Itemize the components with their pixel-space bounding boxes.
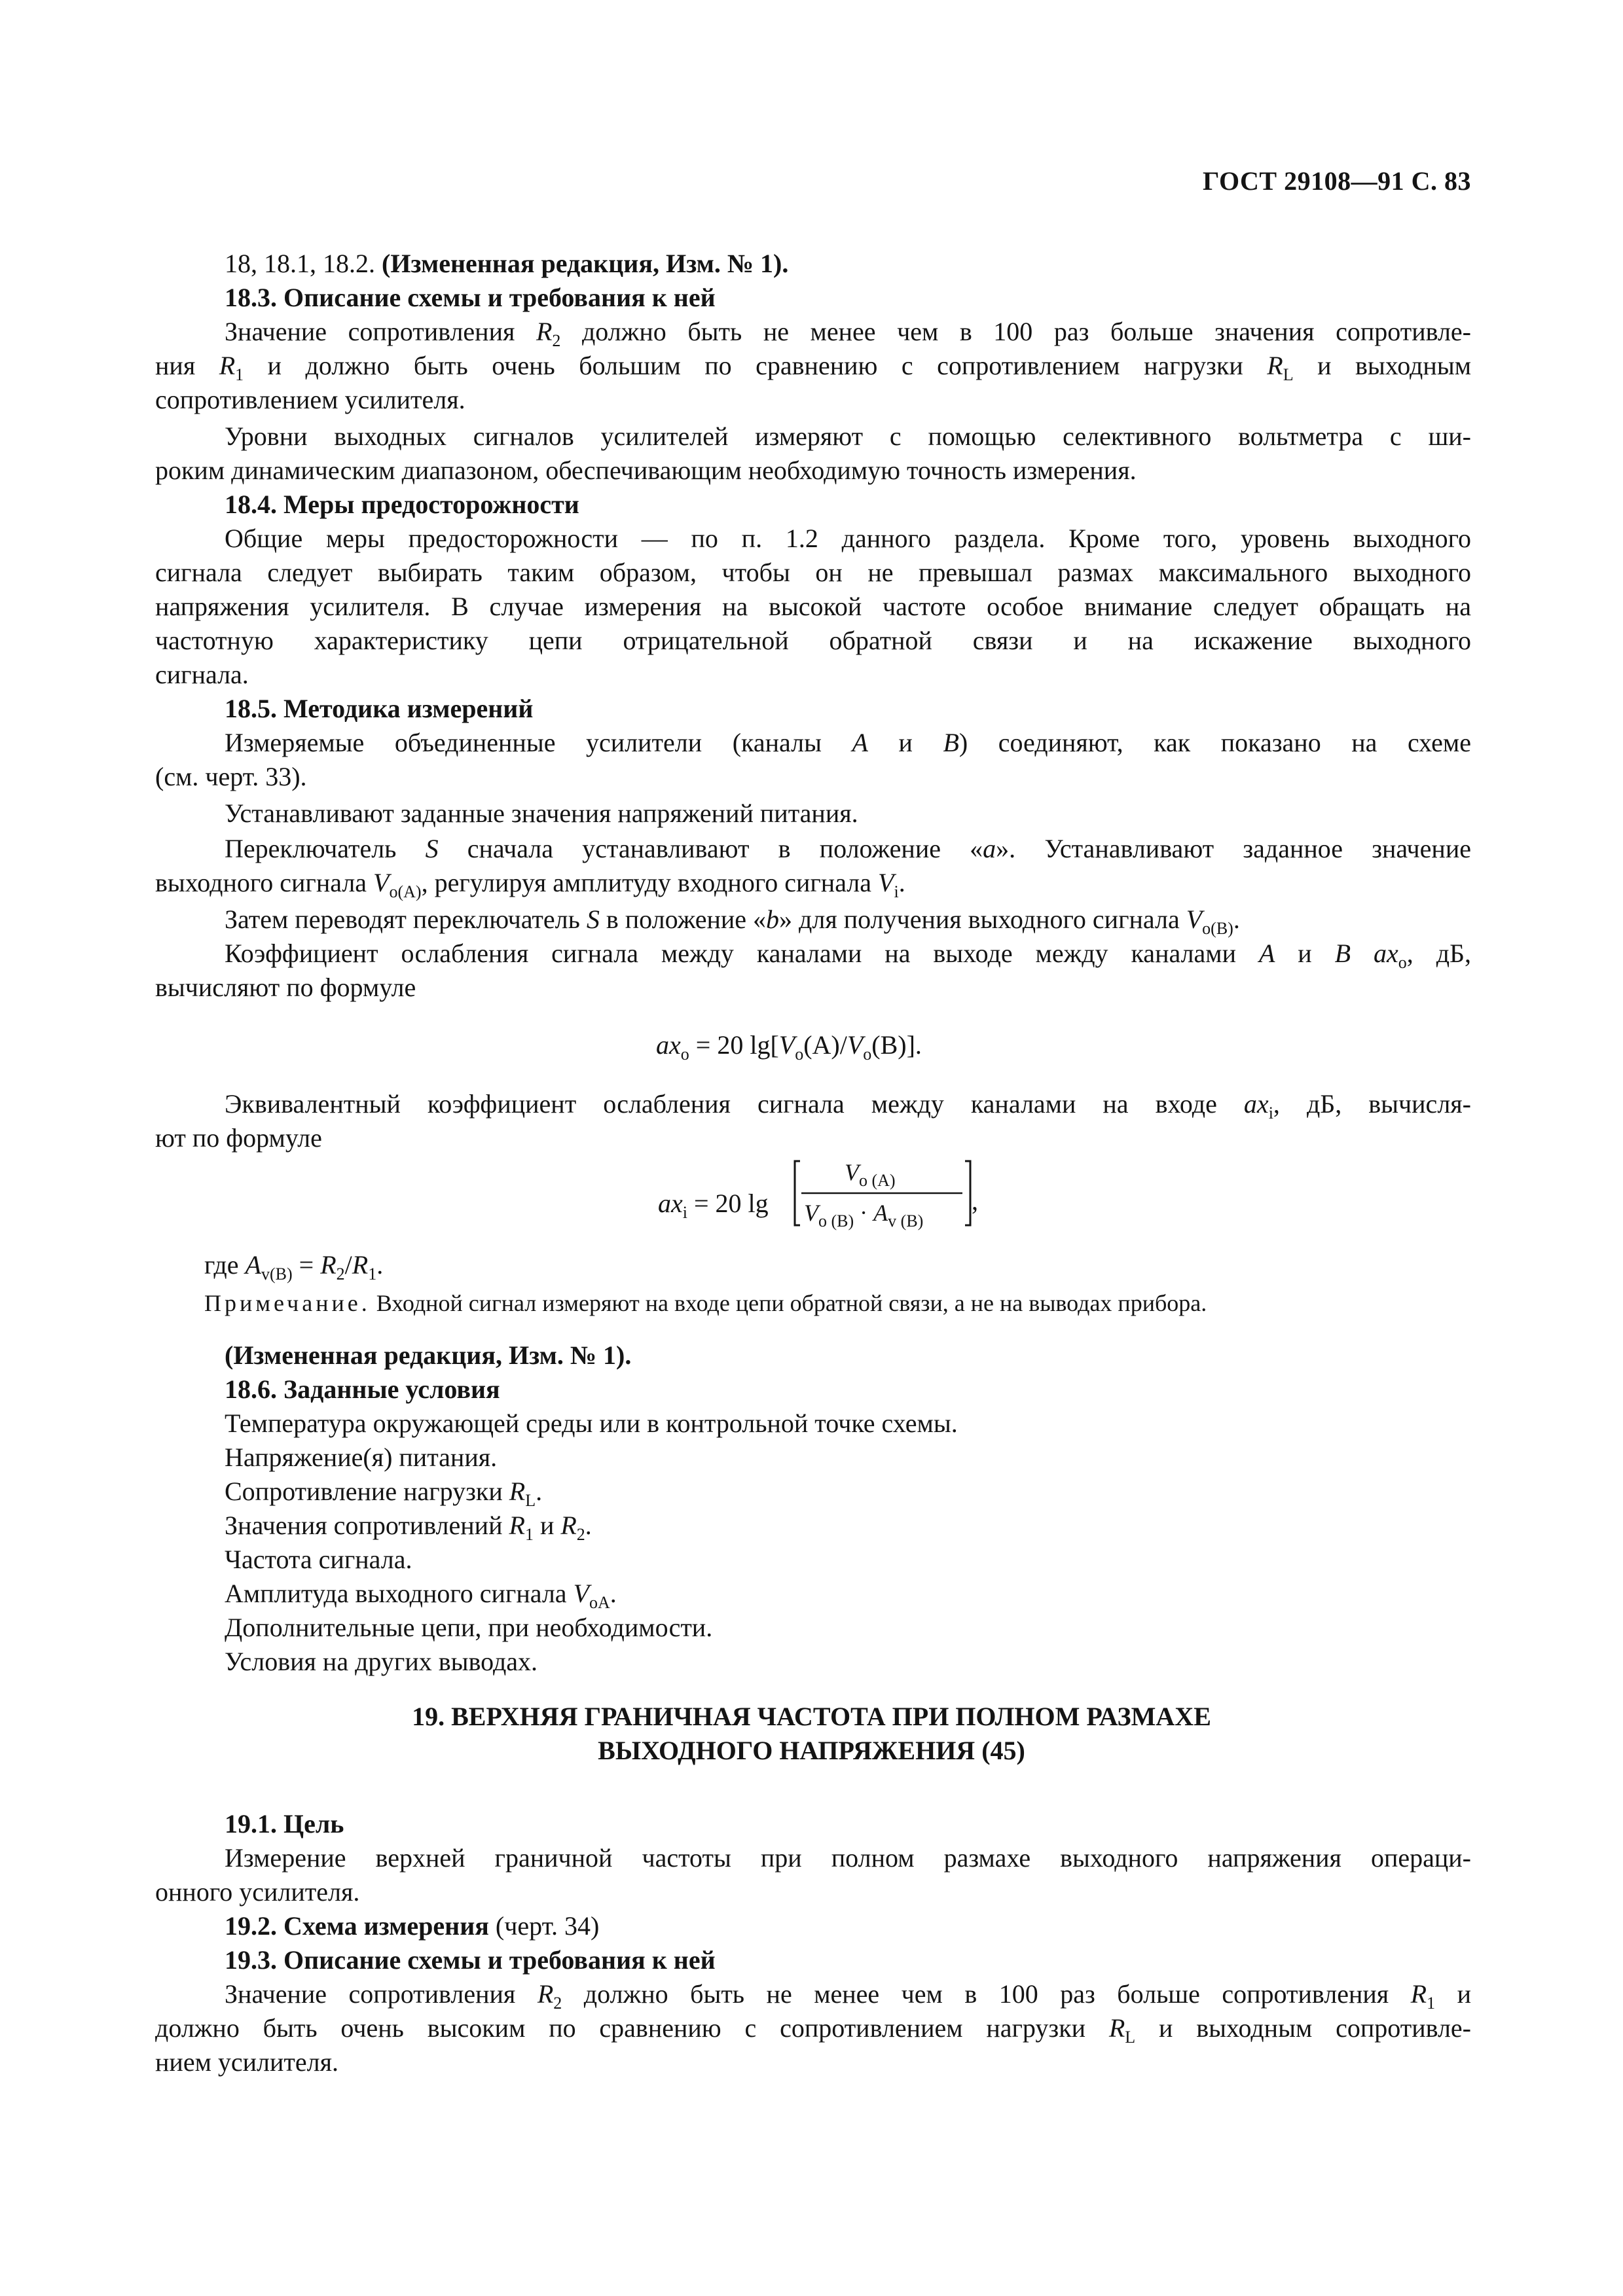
paragraph-line: Измерение верхней граничной частоты при полном размахе выходного напряжения операци-: [225, 1843, 1471, 1873]
paragraph-line: Устанавливают заданные значения напряжений питания.: [225, 798, 858, 828]
formula-where-clause: где $A_{v(B)} = R_2/R_1$.: [204, 1250, 384, 1283]
paragraph-line: Значение сопротивления $R_2$ должно быть не менее чем в 100 раз больше значения сопротивле-: [225, 317, 1471, 350]
paragraph-line: выходного сигнала $V_{o(A)}$, регулируя амплитуду входного сигнала $V_i$.: [155, 868, 905, 901]
section-19-1-heading: 19.1. Цель: [225, 1809, 344, 1839]
section-19-title-line-2: ВЫХОДНОГО НАПРЯЖЕНИЯ (45): [598, 1736, 1025, 1765]
condition-item: Дополнительные цепи, при необходимости.: [225, 1613, 713, 1642]
formula-comma: ,: [972, 1186, 978, 1215]
condition-item: Частота сигнала.: [225, 1545, 412, 1574]
paragraph-line: напряжения усилителя. В случае измерения на высокой частоте особое внимание следует обращать на: [155, 592, 1471, 621]
condition-item: Сопротивление нагрузки $R_L$.: [225, 1477, 543, 1510]
section-19-3-heading: 19.3. Описание схемы и требования к ней: [225, 1945, 716, 1975]
section-18-4-heading: 18.4. Меры предосторожности: [225, 490, 579, 519]
section-19-title-line-1: 19. ВЕРХНЯЯ ГРАНИЧНАЯ ЧАСТОТА ПРИ ПОЛНОМ РАЗМАХЕ: [412, 1702, 1211, 1731]
condition-item: Напряжение(я) питания.: [225, 1443, 498, 1472]
paragraph-line: частотную характеристику цепи отрицательной обратной связи и на искажение выходного: [155, 626, 1471, 655]
paragraph-line: Значение сопротивления $R_2$ должно быть не менее чем в 100 раз больше сопротивления $R_1$ и: [225, 1979, 1472, 2013]
section-19-2-heading: 19.2. Схема измерения (черт. 34): [225, 1911, 600, 1941]
edit-reference-2: (Измененная редакция, Изм. № 1).: [225, 1340, 632, 1370]
condition-item: Значения сопротивлений $R_1$ и $R_2$.: [225, 1511, 592, 1544]
fraction-numerator: $V_{o (A)}$: [845, 1159, 896, 1190]
section-18-3-heading: 18.3. Описание схемы и требования к ней: [225, 283, 716, 312]
paragraph-line: сигнала.: [155, 660, 249, 689]
condition-item: Температура окружающей среды или в контрольной точке схемы.: [225, 1408, 958, 1438]
paragraph-line: нием усилителя.: [155, 2047, 338, 2077]
formula-output-isolation: $ax_o = 20$ $\lg[V_o(A)/V_o(B)]$.: [656, 1030, 922, 1064]
formula-lhs: $ax_i = 20$ lg: [658, 1189, 769, 1222]
paragraph-line: ют по формуле: [155, 1123, 322, 1153]
paragraph-line: должно быть очень высоким по сравнению с сопротивлением нагрузки $R_L$ и выходным сопротивле-: [155, 2013, 1471, 2047]
paragraph-line: Эквивалентный коэффициент ослабления сигнала между каналами на входе $ax_i$, дБ, вычисля-: [225, 1089, 1471, 1122]
paragraph-line: Измеряемые объединенные усилители (каналы A и B) соединяют, как показано на схеме: [225, 728, 1472, 757]
paragraph-line: Переключатель S сначала устанавливают в положение «a». Устанавливают заданное значение: [225, 834, 1471, 863]
paragraph-line: ния $R_1$ и должно быть очень большим по сравнению с сопротивлением нагрузки $R_L$ и выходным: [155, 351, 1472, 384]
paragraph-line: (см. черт. 33).: [155, 762, 307, 791]
running-head: ГОСТ 29108—91 С. 83: [1202, 166, 1471, 196]
fraction-denominator: $V_{o (B)} \cdot A_{v (B)}$: [804, 1200, 924, 1230]
paragraph-line: роким динамическим диапазоном, обеспечивающим необходимую точность измерения.: [155, 456, 1137, 485]
paragraph-line: Уровни выходных сигналов усилителей измеряют с помощью селективного вольтметра с ши-: [225, 422, 1471, 451]
paragraph-line: сопротивлением усилителя.: [155, 385, 465, 414]
paragraph-line: Общие меры предосторожности — по п. 1.2 данного раздела. Кроме того, уровень выходного: [225, 524, 1471, 553]
right-bracket: [965, 1161, 970, 1225]
note: Примечание. Входной сигнал измеряют на входе цепи обратной связи, а не на выводах прибора.: [204, 1290, 1207, 1316]
paragraph-line: вычисляют по формуле: [155, 973, 416, 1002]
paragraph-line: онного усилителя.: [155, 1877, 360, 1907]
left-bracket: [795, 1161, 800, 1225]
section-18-5-heading: 18.5. Методика измерений: [225, 694, 534, 723]
condition-item: Условия на других выводах.: [225, 1647, 538, 1676]
edit-reference: 18, 18.1, 18.2. (Измененная редакция, Изм. № 1).: [225, 249, 789, 278]
section-18-6-heading: 18.6. Заданные условия: [225, 1374, 500, 1404]
paragraph-line: Затем переводят переключатель S в положение «b» для получения выходного сигнала $V_{o(B)}$.: [225, 905, 1240, 938]
paragraph-line: Коэффициент ослабления сигнала между каналами на выходе между каналами A и B $ax_o$, дБ,: [225, 939, 1472, 972]
condition-item: Амплитуда выходного сигнала $V_{oA}$.: [225, 1579, 617, 1612]
paragraph-line: сигнала следует выбирать таким образом, чтобы он не превышал размах максимального выходного: [155, 558, 1471, 587]
